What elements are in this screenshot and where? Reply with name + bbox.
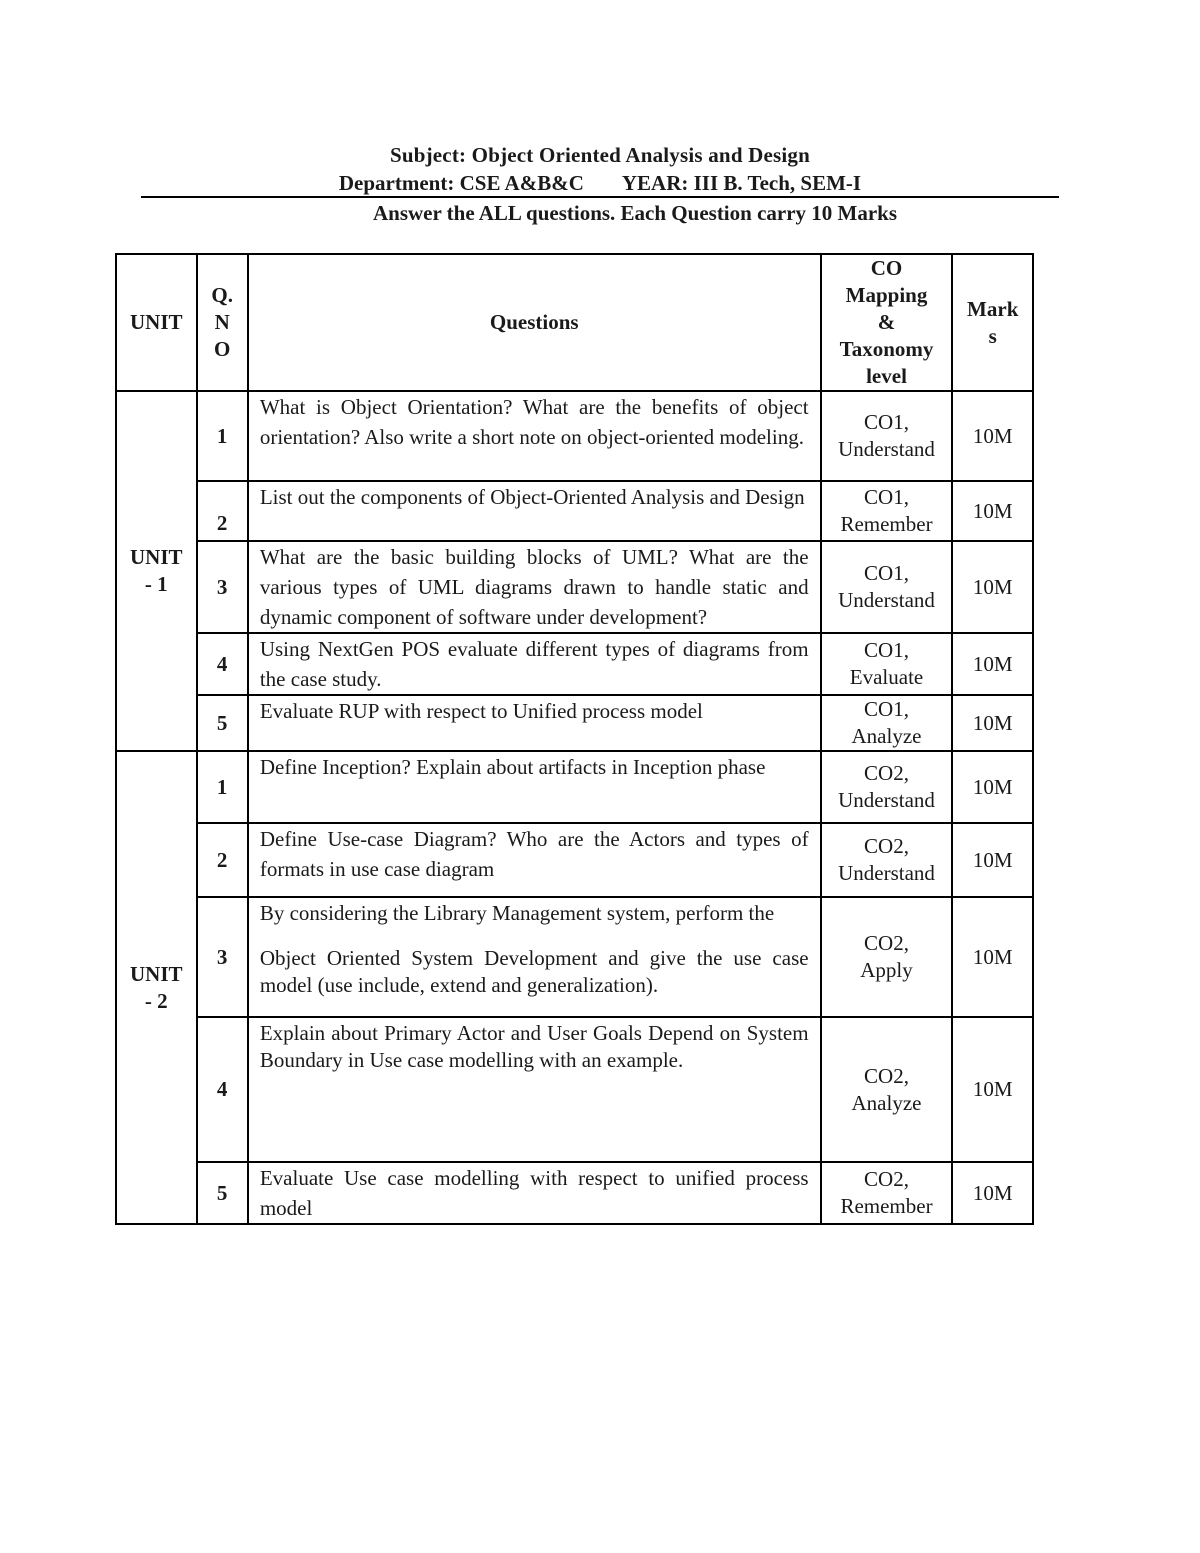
marks: 10M: [952, 823, 1033, 897]
question-text-line: By considering the Library Management system, perform the: [259, 901, 775, 925]
question-number: 2: [197, 823, 248, 897]
co-mapping: [821, 1162, 953, 1224]
co-mapping: [821, 541, 953, 633]
co-header-line: Taxonomy: [839, 337, 934, 361]
table-row: [116, 541, 1033, 633]
co-header-line: CO: [870, 256, 903, 280]
question-text: Define Inception? Explain about artifacts in Inception phase: [248, 751, 821, 823]
marks-header-line: Mark: [967, 296, 1019, 321]
question-number: 2: [197, 481, 248, 541]
col-header-qno: [197, 254, 248, 391]
co-code: CO2,: [864, 1063, 909, 1088]
question-number: 4: [197, 633, 248, 695]
taxonomy-level: Understand: [838, 788, 935, 812]
co-mapping: [821, 695, 953, 751]
table-row: [116, 751, 1033, 823]
taxonomy-level: Understand: [838, 437, 935, 461]
co-mapping: [821, 391, 953, 481]
question-number: 3: [197, 897, 248, 1017]
co-header-line: Mapping: [845, 283, 928, 307]
marks: 10M: [952, 633, 1033, 695]
instruction: Answer the ALL questions. Each Question carry 10 Marks: [372, 201, 898, 225]
co-code: CO1,: [864, 638, 909, 662]
question-table: [115, 253, 1034, 1225]
question-text: Define Use-case Diagram? Who are the Actors and types of formats in use case diagram: [248, 823, 821, 897]
question-text: [248, 897, 821, 1017]
co-code: CO2,: [864, 834, 909, 858]
co-mapping: [821, 481, 953, 541]
question-text: Evaluate RUP with respect to Unified process model: [248, 695, 821, 751]
taxonomy-level: Remember: [840, 512, 933, 536]
marks: 10M: [952, 391, 1033, 481]
table-row: [116, 1162, 1033, 1224]
marks: 10M: [952, 1162, 1033, 1224]
col-header-co: [821, 254, 953, 391]
question-number: 1: [197, 751, 248, 823]
taxonomy-level: Understand: [838, 861, 935, 885]
department-line: [0, 171, 1200, 196]
department: Department: CSE A&B&C: [338, 171, 584, 195]
unit-label: [116, 751, 197, 1224]
header-divider: [141, 196, 1059, 198]
taxonomy-level: Evaluate: [849, 665, 924, 689]
marks: 10M: [952, 481, 1033, 541]
col-header-marks: [952, 254, 1033, 391]
table-row: [116, 481, 1033, 541]
marks: 10M: [952, 695, 1033, 751]
marks: 10M: [952, 541, 1033, 633]
marks: 10M: [952, 751, 1033, 823]
question-text: What is Object Orientation? What are the benefits of object orientation? Also write a short note on object-oriented modeling.: [248, 391, 821, 481]
qno-header-line: O: [214, 337, 231, 361]
co-code: CO1,: [864, 410, 909, 434]
co-mapping: [821, 823, 953, 897]
table-row: [116, 897, 1033, 1017]
table-header-row: [116, 254, 1033, 391]
taxonomy-level: Analyze: [851, 724, 922, 748]
question-number: 4: [197, 1017, 248, 1162]
co-code: CO2,: [864, 1167, 909, 1191]
question-number: 5: [197, 1162, 248, 1224]
col-header-questions: Questions: [248, 254, 821, 391]
co-code: CO1,: [864, 561, 909, 585]
taxonomy-level: Apply: [860, 958, 913, 982]
question-number: 1: [197, 391, 248, 481]
table-row: [116, 1017, 1033, 1162]
question-text: Evaluate Use case modelling with respect to unified process model: [248, 1162, 821, 1224]
col-header-unit: UNIT: [116, 254, 197, 391]
question-text: List out the components of Object-Oriented Analysis and Design: [248, 481, 821, 541]
co-mapping: [821, 897, 953, 1017]
co-header-line: level: [866, 364, 907, 388]
question-number: 5: [197, 695, 248, 751]
question-text: What are the basic building blocks of UML? What are the various types of UML diagrams drawn to handle static and dynamic component of software under development?: [248, 541, 821, 633]
taxonomy-level: Understand: [838, 588, 935, 612]
co-mapping: [821, 1017, 953, 1162]
co-code: CO2,: [864, 761, 909, 785]
subject-title: Subject: Object Oriented Analysis and Design: [389, 143, 811, 167]
unit-label-line: - 1: [144, 572, 168, 596]
qno-header-line: N: [214, 310, 230, 334]
question-text: Explain about Primary Actor and User Goals Depend on System Boundary in Use case modelling with an example.: [248, 1017, 821, 1162]
question-text: Using NextGen POS evaluate different types of diagrams from the case study.: [248, 633, 821, 695]
marks-header-line: s: [988, 323, 997, 348]
co-code: CO1,: [864, 485, 909, 509]
table-row: [116, 391, 1033, 481]
table-row: [116, 823, 1033, 897]
co-header-line: &: [877, 310, 896, 334]
table-row: [116, 695, 1033, 751]
qno-header-line: Q.: [211, 283, 233, 307]
unit-label-line: - 2: [144, 988, 168, 1013]
table-row: [116, 633, 1033, 695]
taxonomy-level: Remember: [840, 1194, 933, 1218]
marks: 10M: [952, 1017, 1033, 1162]
unit-label-line: UNIT: [130, 961, 183, 986]
taxonomy-level: Analyze: [851, 1090, 922, 1115]
question-number: 3: [197, 541, 248, 633]
co-mapping: [821, 633, 953, 695]
co-code: CO1,: [864, 697, 909, 721]
unit-label-line: UNIT: [130, 545, 183, 569]
marks: 10M: [952, 897, 1033, 1017]
co-code: CO2,: [864, 931, 909, 955]
unit-label: [116, 391, 197, 751]
year: YEAR: III B. Tech, SEM-I: [621, 171, 862, 195]
co-mapping: [821, 751, 953, 823]
question-text-line: Object Oriented System Development and give the use case model (use include, extend and generalization).: [259, 946, 809, 997]
